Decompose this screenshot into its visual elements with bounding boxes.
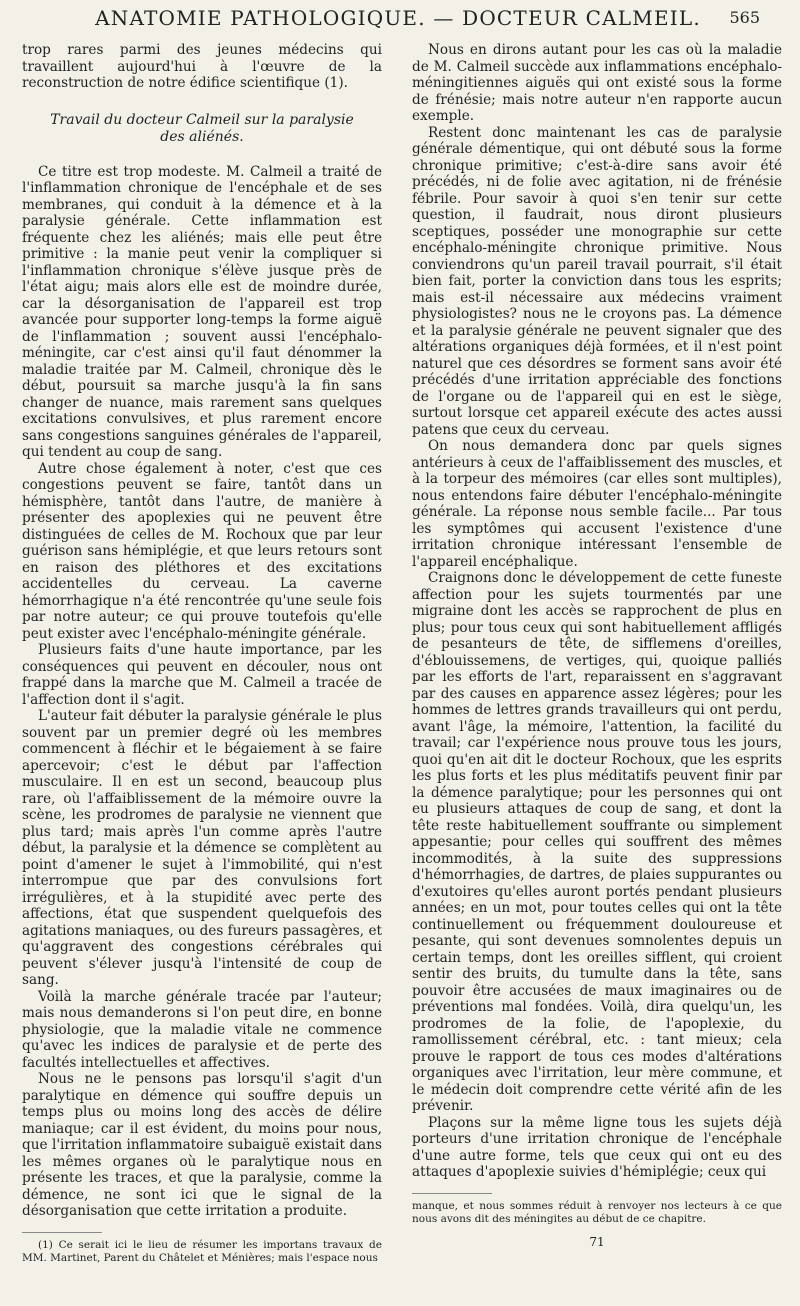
footnote: (1) Ce serait ici le lieu de résumer les importans travaux de MM. Martinet, Parent du Châtelet et Ménières; mais l'espace nous: [22, 1238, 382, 1264]
left-column: [22, 42, 382, 1265]
section-title-line: Travail du docteur Calmeil sur la paralysie: [50, 111, 354, 128]
paragraph: L'auteur fait débuter la paralysie générale le plus souvent par un premier degré où les membres commencent à fléchir et le bégaiement à se faire apercevoir; c'est le début par l'affection musculaire. Il en est un second, beaucoup plus rare, où l'affaiblissement de la mémoire ouvre la scène, les prodromes de paralysie ne viennent que plus tard; mais après l'un comme après l'autre début, la paralysie et la démence se complètent au point d'amener le sujet à l'immobilité, qui n'est interrompue que par des convulsions fort irrégulières, et à la stupidité avec perte des affections, état que suspendent quelquefois des agitations maniaques, ou des fureurs passagères, et qu'aggravent des congestions cérébrales qui peuvent s'élever jusqu'à l'intensité de coup de sang.: [22, 708, 382, 988]
footnote-rule: [22, 1232, 102, 1233]
page-number: 565: [729, 8, 760, 27]
running-title: ANATOMIE PATHOLOGIQUE. — DOCTEUR CALMEIL.: [95, 6, 701, 30]
paragraph: trop rares parmi des jeunes médecins qui travaillent aujourd'hui à l'œuvre de la reconstruction de notre édifice scientifique (1).: [22, 42, 382, 91]
paragraph: Plusieurs faits d'une haute importance, par les conséquences qui peuvent en découler, nous ont frappé dans la marche que M. Calmeil a tracée de l'affection dont il s'agit.: [22, 642, 382, 708]
footnote-rule: [412, 1193, 492, 1194]
section-title-line: des aliénés.: [160, 128, 244, 145]
paragraph: On nous demandera donc par quels signes antérieurs à ceux de l'affaiblissement des muscles, et à la torpeur des mémoires (car elles sont multiples), nous entendons faire débuter l'encéphalo-méningite générale. La réponse nous semble facile... Par tous les symptômes qui accusent l'existence d'une irritation chronique intéressant l'ensemble de l'appareil encéphalique.: [412, 438, 782, 570]
footnote-continuation: manque, et nous sommes réduit à renvoyer nos lecteurs à ce que nous avons dit des méningites au début de ce chapitre.: [412, 1199, 782, 1225]
paragraph: Ce titre est trop modeste. M. Calmeil a traité de l'inflammation chronique de l'encéphale et de ses membranes, qui conduit à la démence et à la paralysie générale. Cette inflammation est fréquente chez les aliénés; mais elle peut être primitive : la manie peut venir la compliquer si l'inflammation chronique s'élève jusque près de l'état aigu; mais alors elle est de moindre durée, car la désorganisation de l'appareil est trop avancée pour supporter long-temps la forme aiguë de l'inflammation ; souvent aussi l'encéphalo-méningite, car c'est ainsi qu'il faut dénommer la maladie traitée par M. Calmeil, chronique dès le début, poursuit sa marche jusqu'à la fin sans changer de nuance, mais rarement sans quelques excitations convulsives, et plus rarement encore sans congestions sanguines générales de l'appareil, qui tendent au coup de sang.: [22, 163, 382, 460]
signature-mark: 71: [589, 1234, 605, 1249]
paragraph: Nous en dirons autant pour les cas où la maladie de M. Calmeil succède aux inflammations encéphalo-méningitiennes aiguës qui ont existé sous la forme de frénésie; mais notre auteur n'en rapporte aucun exemple.: [412, 42, 782, 124]
section-title: [22, 112, 382, 146]
right-column: [412, 42, 782, 1250]
paragraph: Nous ne le pensons pas lorsqu'il s'agit d'un paralytique en démence qui souffre depuis un temps plus ou moins long des accès de délire maniaque; car il est évident, du moins pour nous, que l'irritation inflammatoire subaiguë existait dans les mêmes organes où le paralytique nous en présente les traces, et que la paralysie, comme la démence, ne sont ici que le signal de la désorganisation que cette irritation a produite.: [22, 1071, 382, 1219]
paragraph: Craignons donc le développement de cette funeste affection pour les sujets tourmentés par une migraine dont les accès se rapprochent de plus en plus; pour tous ceux qui sont habituellement affligés de pesanteurs de tête, de sifflemens d'oreilles, d'éblouissemens, de vertiges, qui, quoique palliés par les efforts de l'art, reparaissent en s'aggravant par des causes en apparence assez légères; pour les hommes de lettres grands travailleurs qui ont perdu, avant l'âge, la mémoire, l'attention, la facilité du travail; car l'expérience nous prouve tous les jours, quoi qu'en ait dit le docteur Rochoux, que les esprits les plus forts et les plus méditatifs peuvent finir par la démence paralytique; pour les personnes qui ont eu plusieurs attaques de coup de sang, et dont la tête reste habituellement souffrante ou simplement appesantie; pour celles qui souffrent des mêmes incommodités, à la suite des suppressions d'hémorrhagies, de dartres, de plaies suppurantes ou d'exutoires qu'elles auront portés pendant plusieurs années; en un mot, pour toutes celles qui ont la tête continuellement ou fréquemment douloureuse et pesante, qui sont devenues somnolentes depuis un certain temps, dont les oreilles sifflent, qui croient sentir des bruits, du tumulte dans la tête, sans pouvoir être accusées de maux imaginaires ou de préventions mal fondées. Voilà, dira quelqu'un, les prodromes de la folie, de l'apoplexie, du ramollissement cérébral, etc. : tant mieux; cela prouve le rapport de tous ces modes d'altérations organiques avec l'irritation, leur mère commune, et le médecin doit comprendre cette vérité afin de les prévenir.: [412, 570, 782, 1114]
paragraph: Plaçons sur la même ligne tous les sujets déjà porteurs d'une irritation chronique de l'encéphale d'une autre forme, tels que ceux qui ont eu des attaques d'apoplexie suivies d'hémiplégie; ceux qui: [412, 1114, 782, 1180]
running-head: [36, 6, 760, 36]
paragraph: Autre chose également à noter, c'est que ces congestions peuvent se faire, tantôt dans un hémisphère, tantôt dans l'autre, de manière à présenter des apoplexies qui ne peuvent être distinguées de celles de M. Rochoux que par leur guérison sans hémiplégie, et que leurs retours sont en raison des pléthores et des excitations accidentelles du cerveau. La caverne hémorrhagique n'a été rencontrée qu'une seule fois par notre auteur; ce qui prouve toutefois qu'elle peut exister avec l'encéphalo-méningite générale.: [22, 460, 382, 642]
paragraph: Voilà la marche générale tracée par l'auteur; mais nous demanderons si l'on peut dire, en bonne physiologie, que la maladie vitale ne commence qu'avec les indices de paralysie et de perte des facultés intellectuelles et affectives.: [22, 988, 382, 1071]
paragraph: Restent donc maintenant les cas de paralysie générale démentique, qui ont débuté sous la forme chronique primitive; c'est-à-dire sans avoir été précédés, ni de folie avec agitation, ni de frénésie fébrile. Pour savoir à quoi s'en tenir sur cette question, il faudrait, nous diront plusieurs sceptiques, posséder une monographie sur cette encéphalo-méningite chronique primitive. Nous conviendrons qu'un pareil travail pourrait, s'il était bien fait, porter la conviction dans tous les esprits; mais est-il nécessaire aux médecins vraiment physiologistes? nous ne le croyons pas. La démence et la paralysie générale ne peuvent signaler que des altérations organiques déjà formées, et il n'est point naturel que ces désordres se forment sans avoir été précédés d'une irritation appréciable des fonctions de l'organe ou de l'appareil qui en est le siège, surtout lorsque cet appareil exécute des actes aussi patens que ceux du cerveau.: [412, 124, 782, 438]
